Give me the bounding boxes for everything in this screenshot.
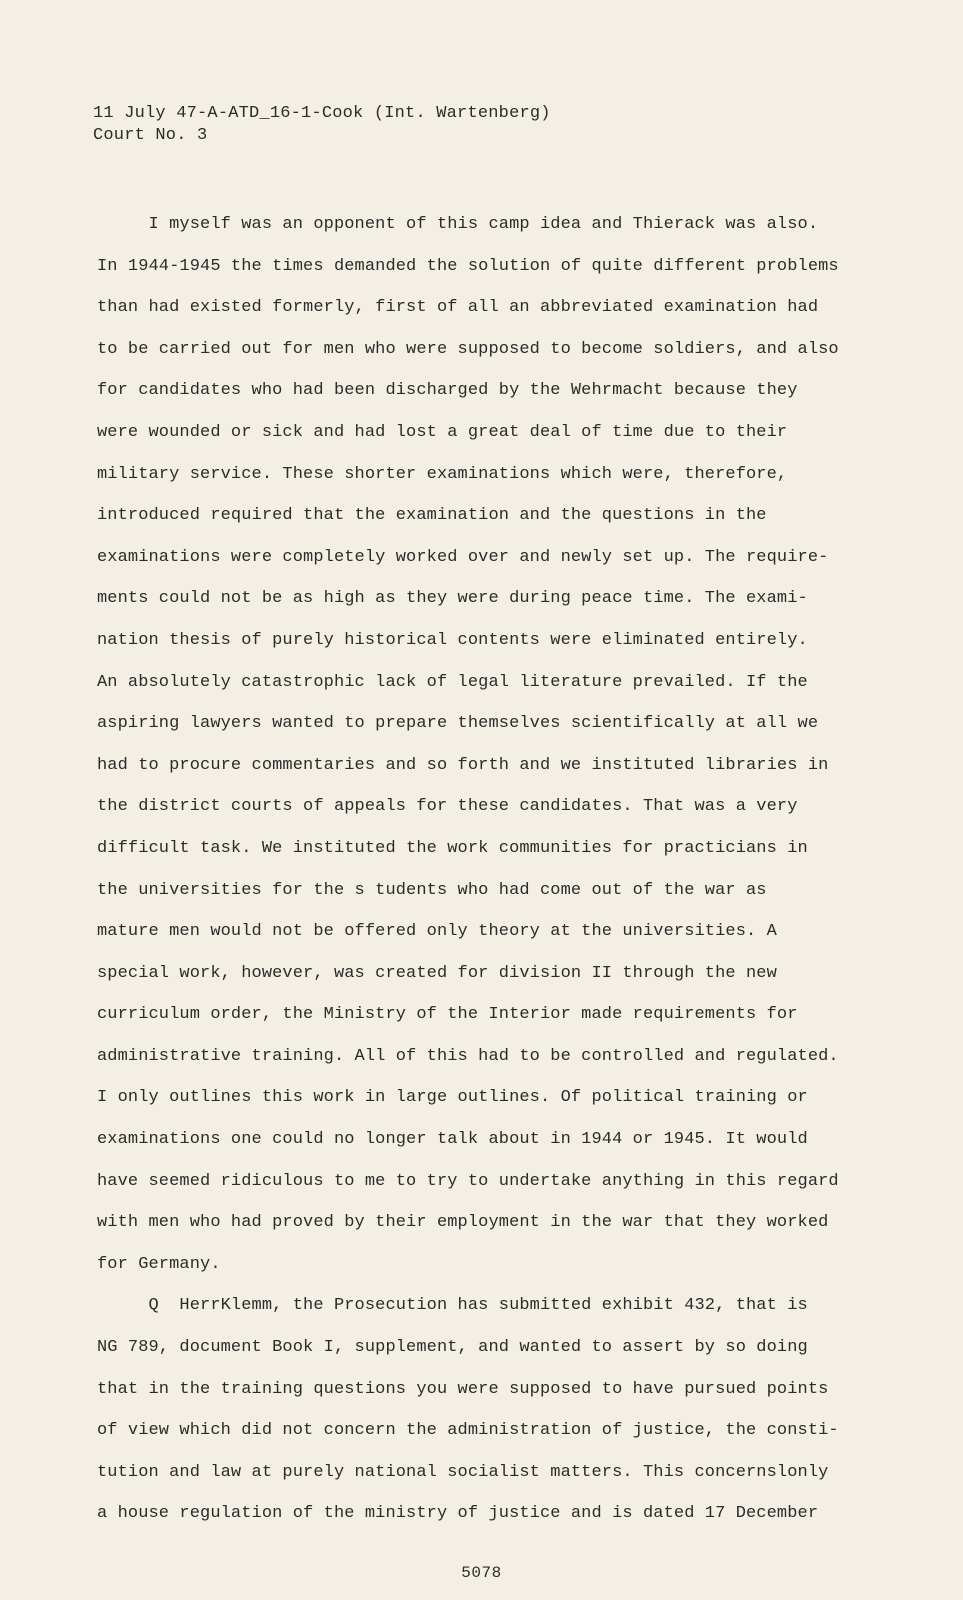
transcript-line: Q HerrKlemm, the Prosecution has submitted exhibit 432, that is (97, 1296, 808, 1316)
transcript-line: the universities for the s tudents who had come out of the war as (97, 880, 767, 900)
transcript-line: examinations one could no longer talk about in 1944 or 1945. It would (97, 1130, 808, 1150)
transcript-line: special work, however, was created for division II through the new (97, 963, 777, 983)
transcript-line: a house regulation of the ministry of justice and is dated 17 December (97, 1504, 819, 1524)
document-header (93, 103, 551, 147)
transcript-line: military service. These shorter examinations which were, therefore, (97, 464, 788, 484)
transcript-line: were wounded or sick and had lost a great deal of time due to their (97, 422, 788, 442)
transcript-line: An absolutely catastrophic lack of legal literature prevailed. If the (97, 672, 808, 692)
transcript-line: to be carried out for men who were supposed to become soldiers, and also (97, 339, 839, 359)
transcript-line: I only outlines this work in large outlines. Of political training or (97, 1088, 808, 1108)
transcript-line: In 1944-1945 the times demanded the solution of quite different problems (97, 256, 839, 276)
page-number: 5078 (461, 1564, 502, 1582)
transcript-line: that in the training questions you were supposed to have pursued points (97, 1379, 829, 1399)
transcript-line: tution and law at purely national socialist matters. This concernslonly (97, 1462, 829, 1482)
transcript-line: examinations were completely worked over and newly set up. The require- (97, 547, 829, 567)
transcript-line: have seemed ridiculous to me to try to undertake anything in this regard (97, 1171, 839, 1191)
transcript-line: curriculum order, the Ministry of the Interior made requirements for (97, 1005, 798, 1025)
transcript-line: I myself was an opponent of this camp idea and Thierack was also. (97, 215, 819, 234)
transcript-line: the district courts of appeals for these candidates. That was a very (97, 797, 798, 817)
transcript-line: NG 789, document Book I, supplement, and wanted to assert by so doing (97, 1338, 808, 1358)
transcript-line: of view which did not concern the administration of justice, the consti- (97, 1421, 839, 1441)
transcript-line: mature men would not be offered only theory at the universities. A (97, 922, 777, 942)
transcript-line: difficult task. We instituted the work communities for practicians in (97, 838, 808, 858)
header-session-line: 11 July 47-A-ATD_16-1-Cook (Int. Wartenberg) (93, 104, 551, 123)
transcript-line: than had existed formerly, first of all an abbreviated examination had (97, 298, 819, 318)
transcript-line: for Germany. (97, 1254, 221, 1274)
transcript-line: had to procure commentaries and so forth and we instituted libraries in (97, 755, 829, 775)
transcript-body (97, 204, 887, 1535)
header-court-line: Court No. 3 (93, 126, 208, 145)
transcript-line: with men who had proved by their employment in the war that they worked (97, 1213, 829, 1233)
transcript-line: nation thesis of purely historical contents were eliminated entirely. (97, 630, 808, 650)
transcript-line: introduced required that the examination and the questions in the (97, 506, 767, 526)
transcript-line: aspiring lawyers wanted to prepare themselves scientifically at all we (97, 714, 819, 734)
transcript-line: for candidates who had been discharged by the Wehrmacht because they (97, 381, 798, 401)
transcript-line: administrative training. All of this had to be controlled and regulated. (97, 1046, 839, 1066)
transcript-line: ments could not be as high as they were during peace time. The exami- (97, 589, 808, 609)
